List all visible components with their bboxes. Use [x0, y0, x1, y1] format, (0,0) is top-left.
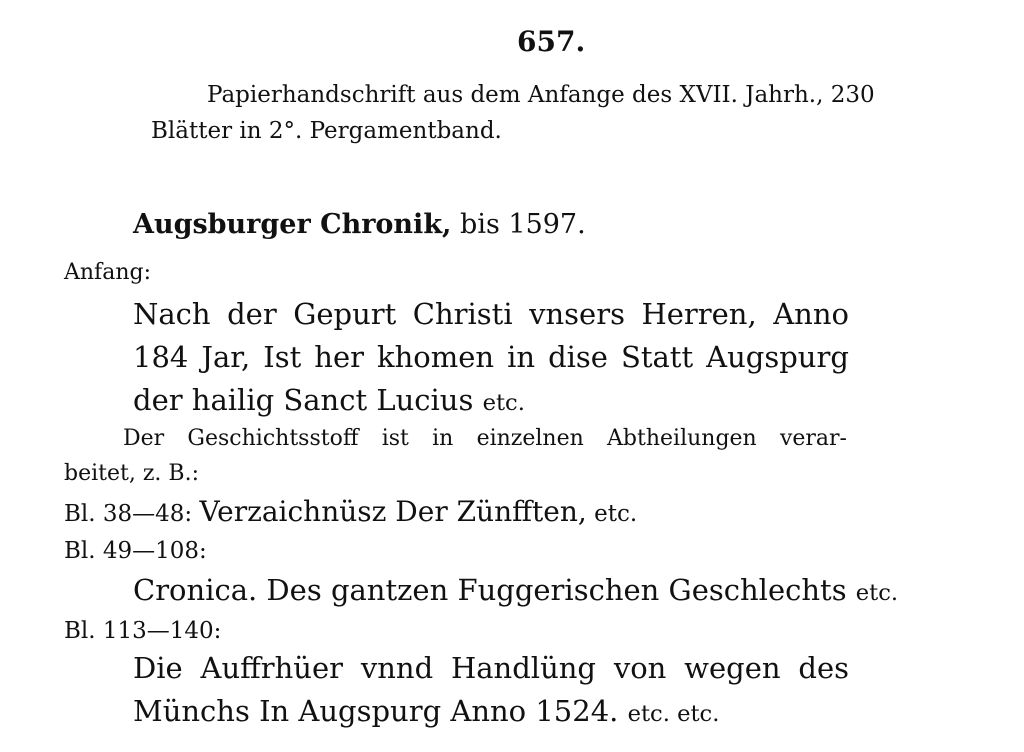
- incipit-word: vnsers: [529, 297, 625, 331]
- section-title-word: Handlüng: [450, 651, 596, 685]
- incipit-word: Ist: [263, 340, 302, 374]
- section-entry: [64, 495, 638, 528]
- incipit-word: Anno: [773, 297, 849, 331]
- description-word: Der: [123, 426, 165, 451]
- incipit-word: khomen: [377, 340, 495, 374]
- description-word: in: [432, 426, 454, 451]
- chronicle-title: Augsburger Chronik,: [133, 209, 452, 240]
- incipit-word: Nach: [133, 297, 211, 331]
- section-title-text: Cronica. Des gantzen Fuggerischen Geschlechts: [133, 573, 847, 607]
- chronicle-heading: [133, 211, 586, 238]
- section-title-word: Die: [133, 651, 183, 685]
- chronicle-date-range: bis 1597.: [460, 209, 586, 240]
- content-description-line-2: beitet, z. B.:: [64, 461, 199, 486]
- incipit-word: Augspurg: [706, 340, 849, 374]
- section-title-word: des: [798, 651, 849, 685]
- incipit-word: Statt: [621, 340, 694, 374]
- section-title-word: vnnd: [360, 651, 434, 685]
- description-word: verar-: [779, 426, 847, 451]
- description-word: Geschichtsstoff: [187, 426, 359, 451]
- section-title: [133, 573, 899, 607]
- manuscript-description-line-1: Papierhandschrift aus dem Anfange des XVII. Jahrh., 230: [207, 82, 875, 108]
- folio-range: Bl. 113—140:: [64, 618, 222, 644]
- incipit-word: in: [507, 340, 536, 374]
- description-word: ist: [381, 426, 409, 451]
- folio-range: Bl. 49—108:: [64, 538, 207, 564]
- section-title-word: Auffrhüer: [200, 651, 343, 685]
- etc-abbrev: etc.: [855, 580, 899, 606]
- section-title: Verzaichnüsz Der Zünfften,: [199, 495, 587, 528]
- section-title-word: von: [613, 651, 667, 685]
- incipit-word: der: [227, 297, 277, 331]
- page-number: 657.: [517, 25, 586, 58]
- manuscript-description-line-2: Blätter in 2°. Pergamentband.: [151, 118, 502, 144]
- incipit-word: dise: [548, 340, 608, 374]
- incipit-line-1: [133, 297, 849, 331]
- section-title-line-2: [133, 694, 849, 728]
- incipit-text: der hailig Sanct Lucius: [133, 383, 474, 417]
- incipit-line-2: [133, 340, 849, 374]
- section-title-line-1: [133, 651, 849, 685]
- section-title-text: Münchs In Augspurg Anno 1524.: [133, 694, 619, 728]
- incipit-line-3: [133, 383, 849, 417]
- folio-range: Bl. 38—48:: [64, 501, 193, 527]
- incipit-word: her: [314, 340, 364, 374]
- description-word: Abtheilungen: [607, 426, 757, 451]
- etc-abbrev: etc. etc.: [627, 701, 720, 727]
- etc-abbrev: etc.: [482, 390, 525, 416]
- description-word: einzelnen: [476, 426, 584, 451]
- anfang-label: Anfang:: [64, 260, 151, 285]
- etc-abbrev: etc.: [594, 501, 638, 527]
- incipit-word: Herren,: [641, 297, 757, 331]
- content-description-line-1: [123, 428, 847, 450]
- section-title-word: wegen: [684, 651, 781, 685]
- incipit-word: Gepurt: [293, 297, 397, 331]
- incipit-word: 184: [133, 340, 189, 374]
- incipit-word: Jar,: [201, 340, 251, 374]
- incipit-word: Christi: [412, 297, 513, 331]
